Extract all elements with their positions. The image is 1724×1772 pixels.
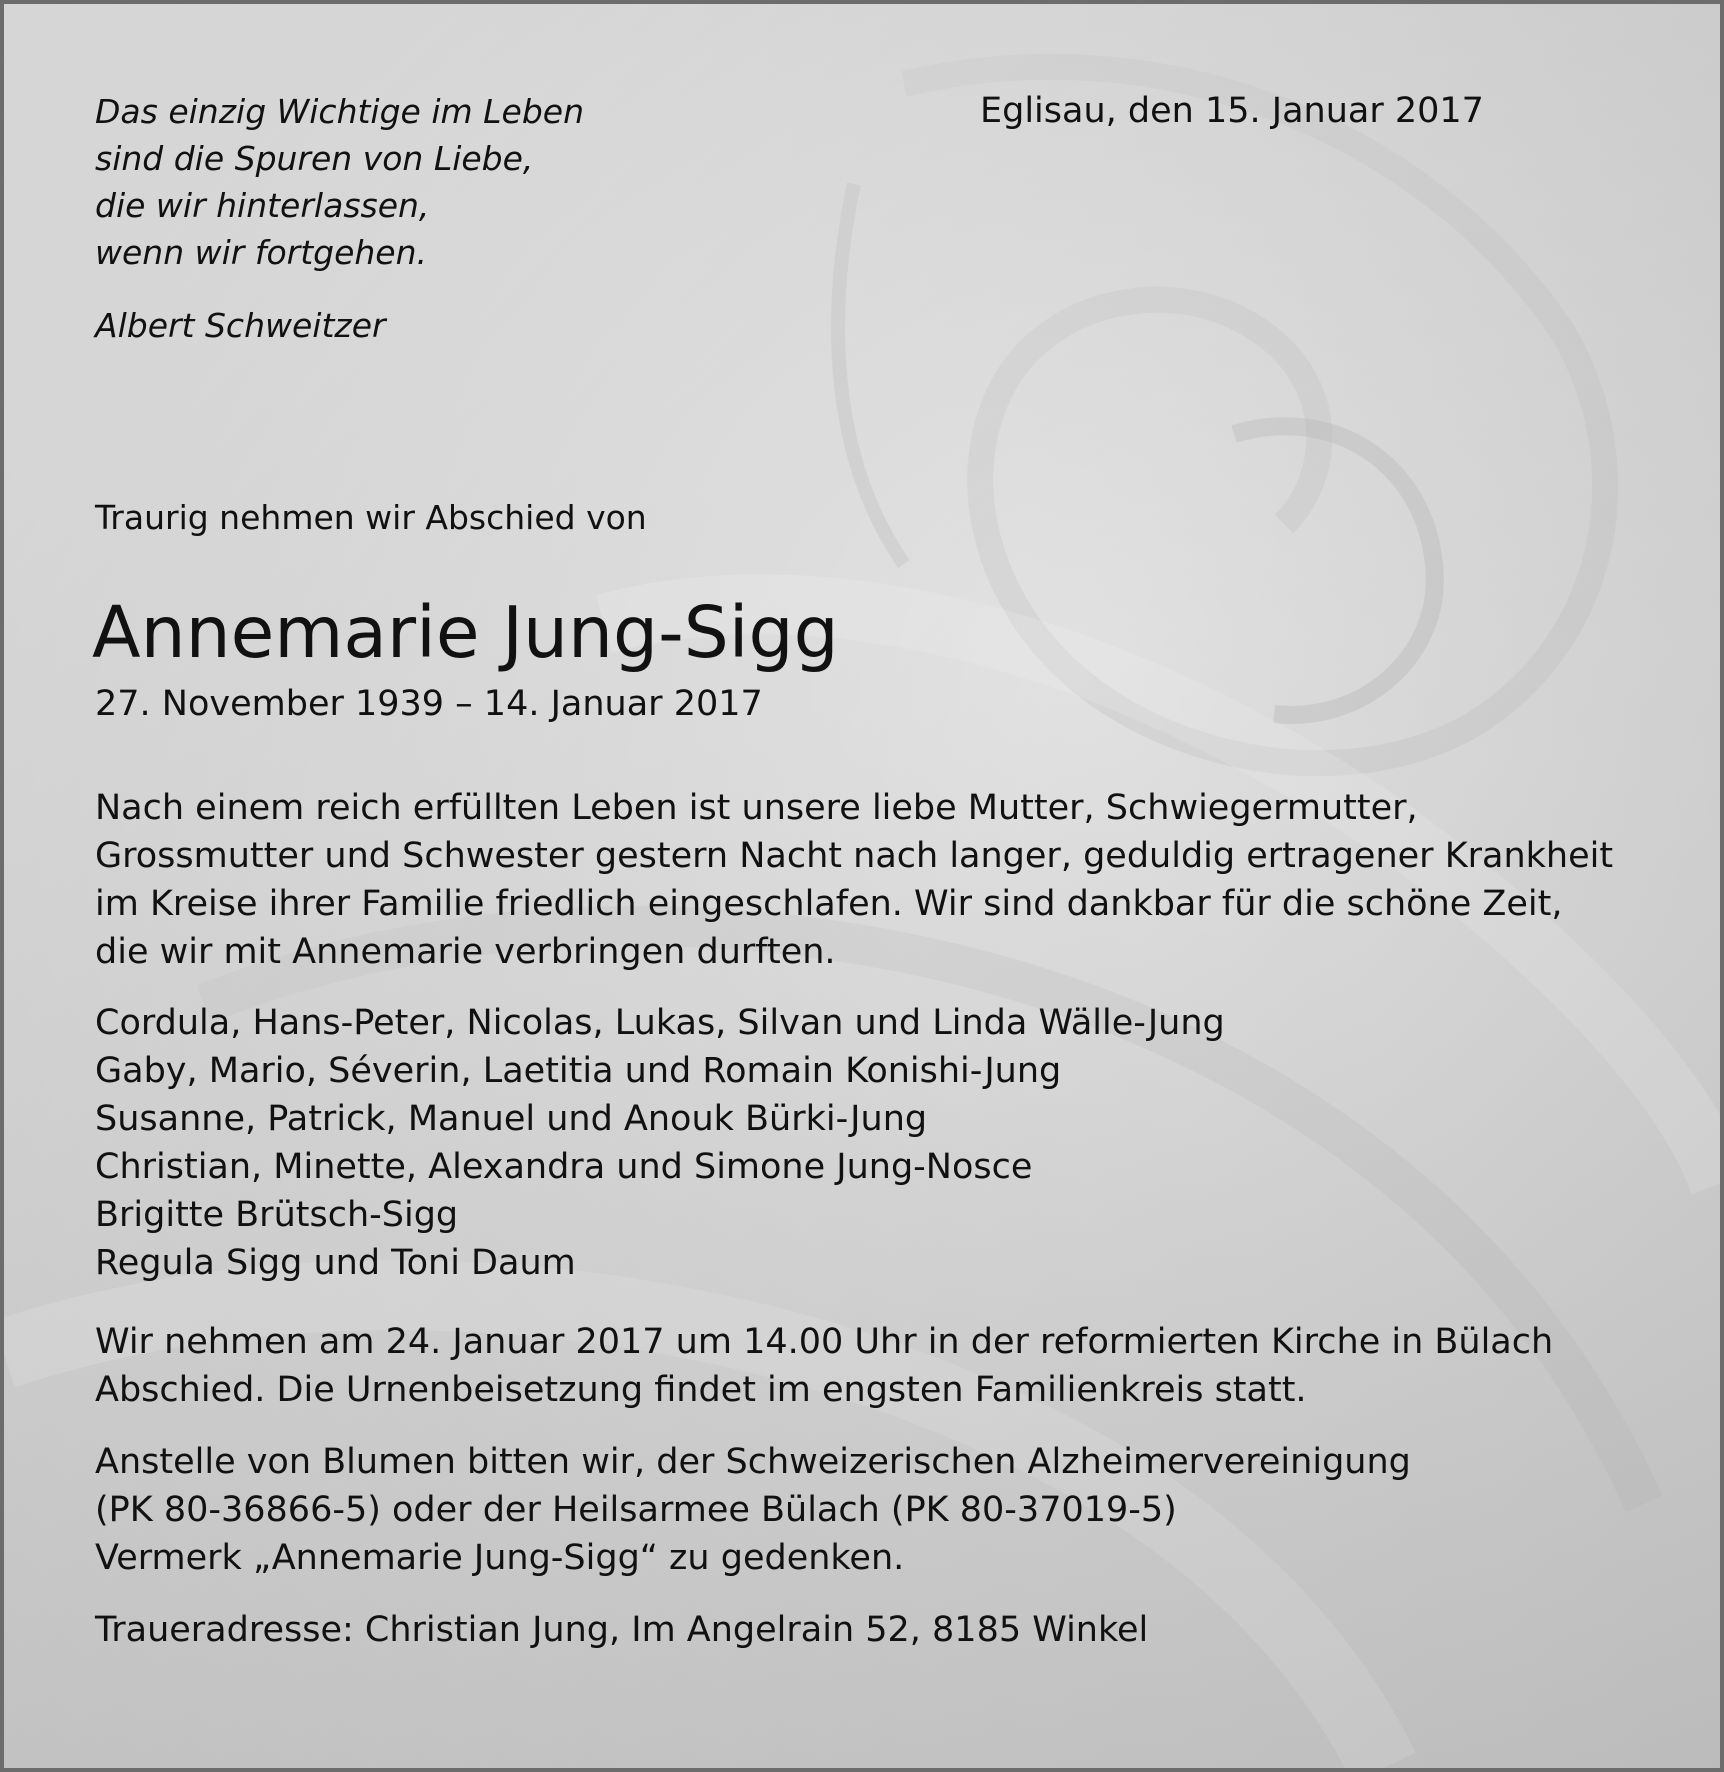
paragraph-line: die wir mit Annemarie verbringen durften. (95, 932, 836, 972)
paragraph-line: Grossmutter und Schwester gestern Nacht nach langer, geduldig ertragener Krankheit (95, 836, 1614, 876)
place-date: Eglisau, den 15. Januar 2017 (980, 91, 1484, 131)
mourning-address: Traueradresse: Christian Jung, Im Angelrain 52, 8185 Winkel (95, 1610, 1149, 1650)
announcement-paragraph (95, 784, 1613, 976)
deceased-name: Annemarie Jung-Sigg (92, 591, 839, 674)
quote-author: Albert Schweitzer (95, 306, 386, 345)
paragraph-line: Anstelle von Blumen bitten wir, der Schweizerischen Alzheimervereinigung (95, 1442, 1411, 1482)
life-dates: 27. November 1939 – 14. Januar 2017 (95, 684, 763, 724)
mourner-line: Christian, Minette, Alexandra und Simone Jung-Nosce (95, 1147, 1033, 1187)
paragraph-line: Vermerk „Annemarie Jung-Sigg“ zu gedenken. (95, 1538, 905, 1578)
paragraph-line: Nach einem reich erfüllten Leben ist unsere liebe Mutter, Schwiegermutter, (95, 788, 1418, 828)
quote-line: die wir hinterlassen, (95, 186, 430, 225)
mourners-list (95, 999, 1225, 1287)
paragraph-line: im Kreise ihrer Familie friedlich eingeschlafen. Wir sind dankbar für die schöne Zeit, (95, 884, 1563, 924)
donation-paragraph (95, 1438, 1411, 1582)
quote-line: wenn wir fortgehen. (95, 233, 428, 272)
quote-line: sind die Spuren von Liebe, (95, 139, 534, 178)
mourner-line: Regula Sigg und Toni Daum (95, 1243, 576, 1283)
intro-text: Traurig nehmen wir Abschied von (95, 498, 647, 537)
mourner-line: Susanne, Patrick, Manuel und Anouk Bürki-Jung (95, 1099, 928, 1139)
paragraph-line: Wir nehmen am 24. Januar 2017 um 14.00 Uhr in der reformierten Kirche in Bülach (95, 1322, 1554, 1362)
quote-line: Das einzig Wichtige im Leben (95, 92, 584, 131)
mourner-line: Gaby, Mario, Séverin, Laetitia und Romain Konishi-Jung (95, 1051, 1062, 1091)
paragraph-line: Abschied. Die Urnenbeisetzung findet im engsten Familienkreis statt. (95, 1370, 1307, 1410)
ceremony-paragraph (95, 1318, 1553, 1414)
paragraph-line: (PK 80-36866-5) oder der Heilsarmee Bülach (PK 80-37019-5) (95, 1490, 1177, 1530)
mourner-line: Brigitte Brütsch-Sigg (95, 1195, 459, 1235)
quote (95, 88, 584, 276)
mourner-line: Cordula, Hans-Peter, Nicolas, Lukas, Silvan und Linda Wälle-Jung (95, 1003, 1225, 1043)
